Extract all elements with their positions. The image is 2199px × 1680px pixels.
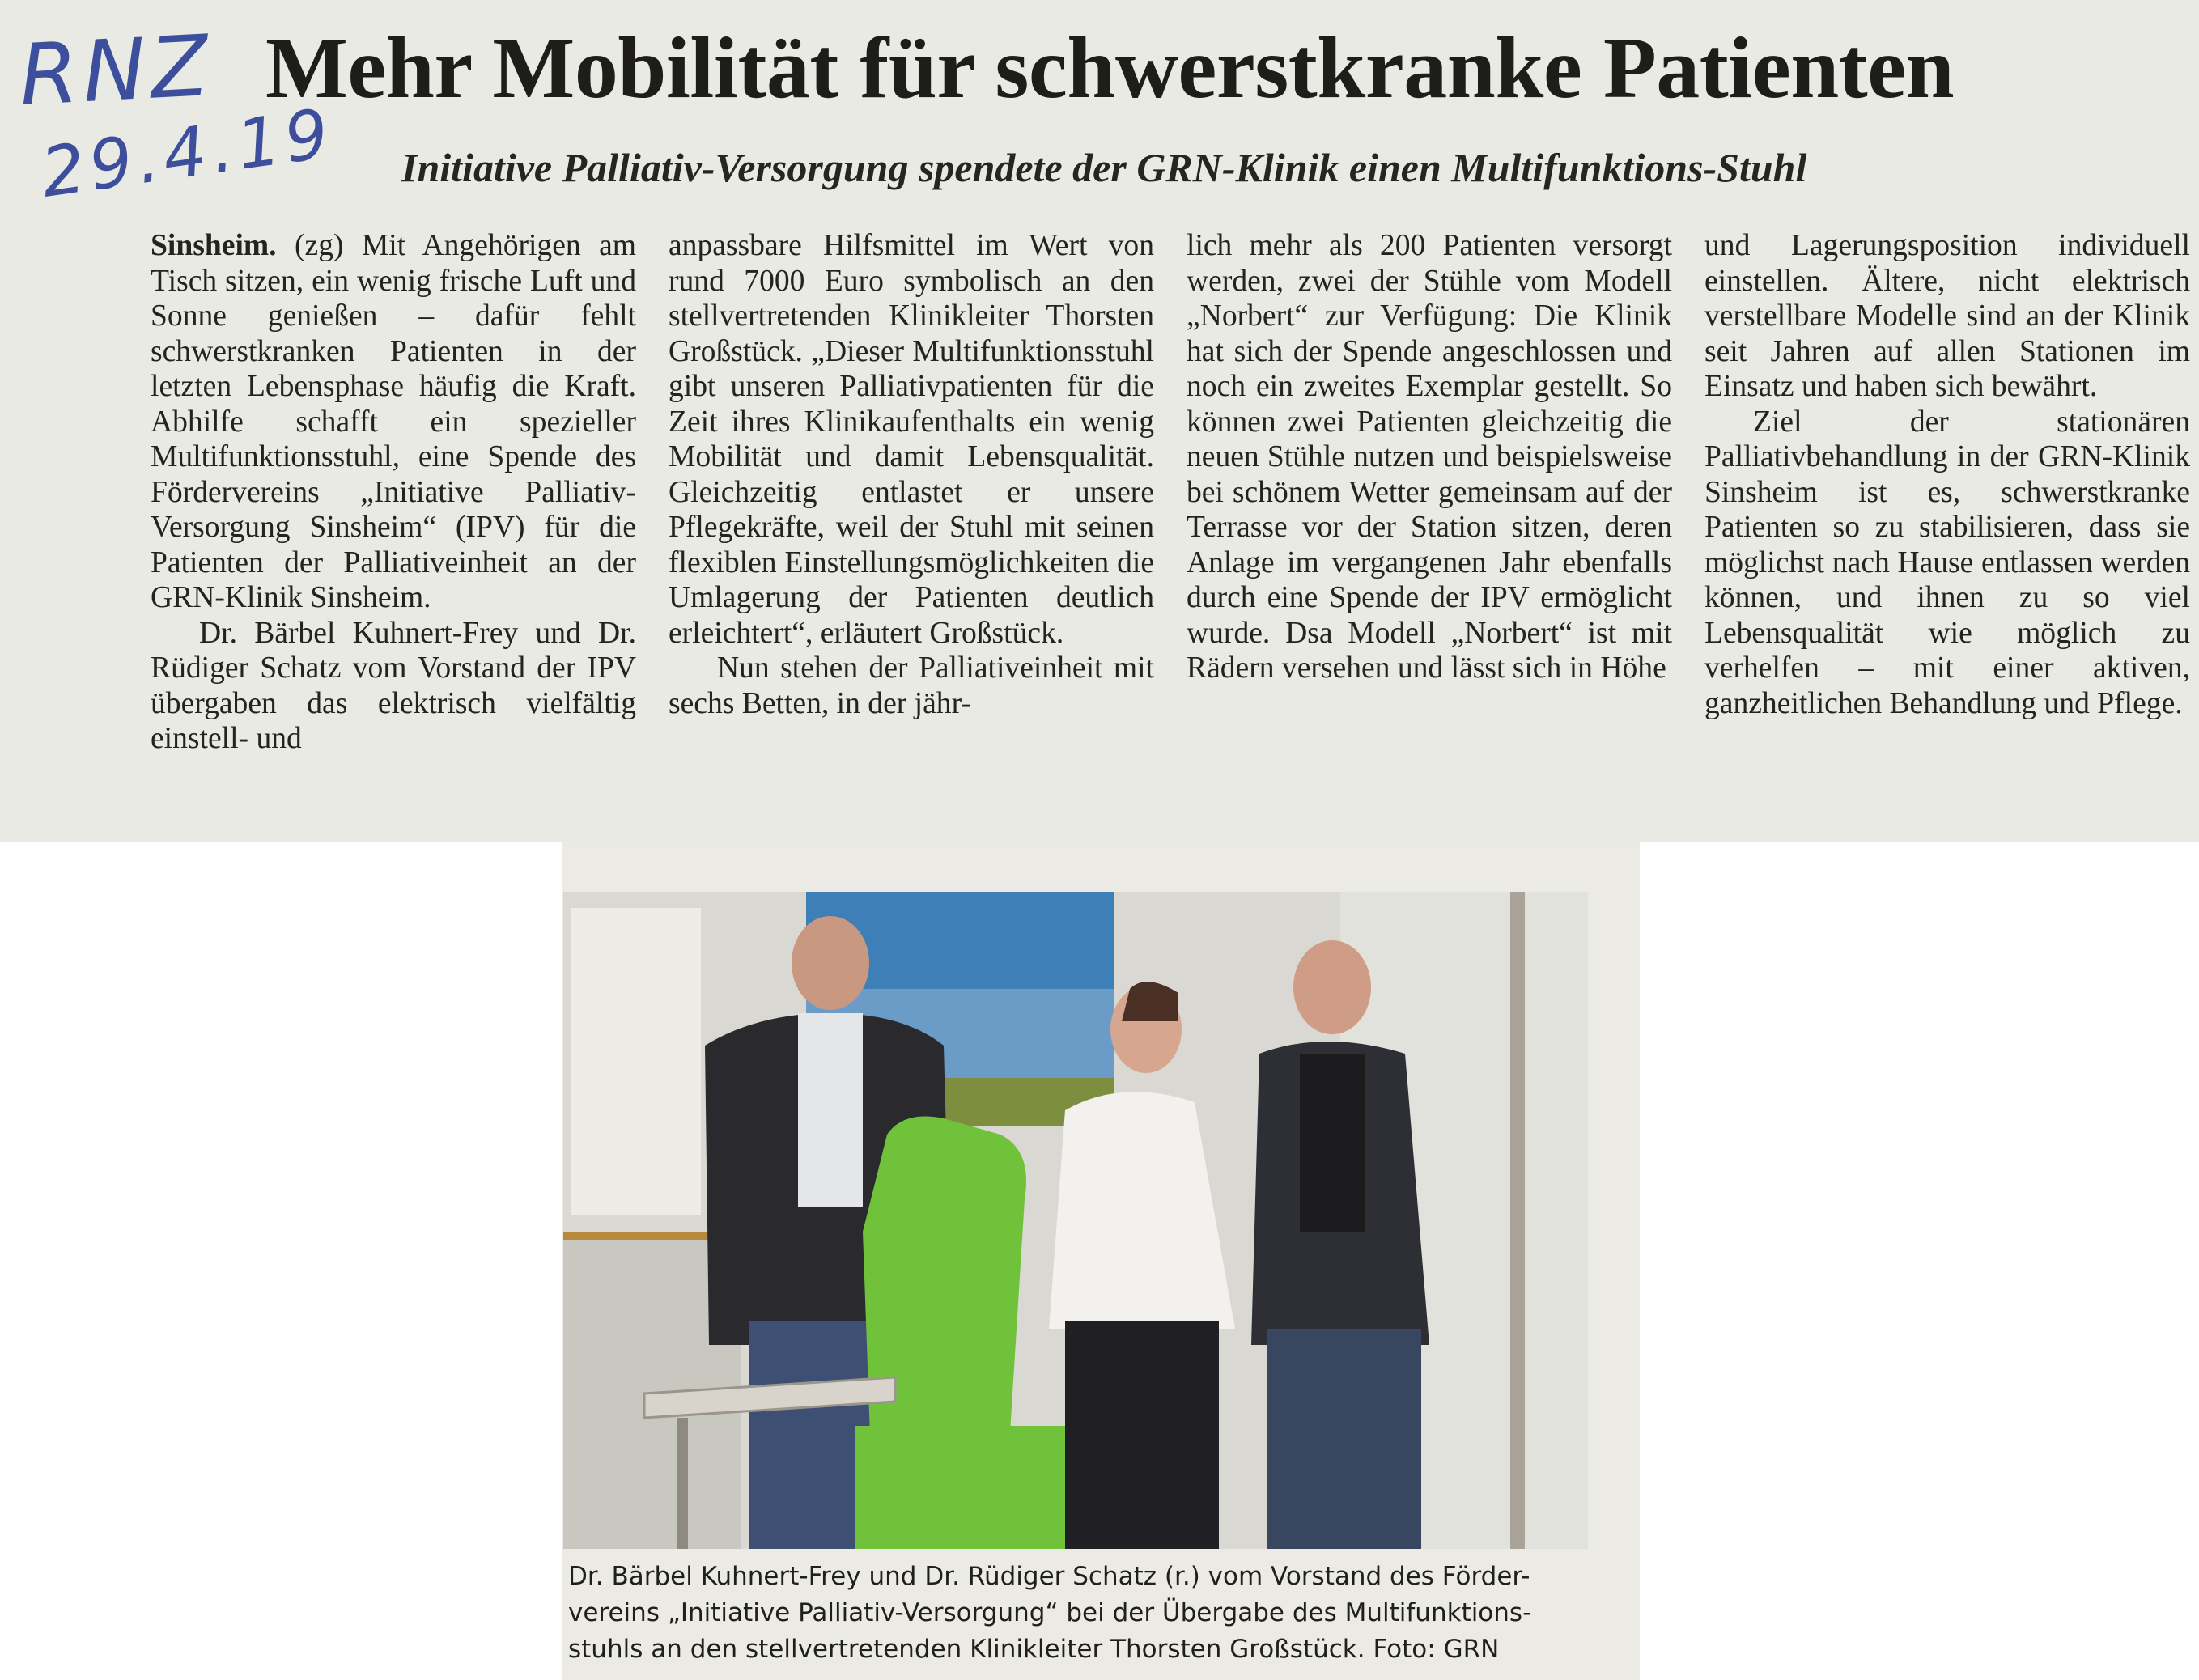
tray-leg (677, 1418, 688, 1549)
handwritten-date-note: 29.4.19 (36, 93, 338, 213)
caption-line: Dr. Bärbel Kuhnert-Frey und Dr. Rüdiger Schatz (r.) vom Vorstand des Förder- (568, 1562, 1530, 1591)
article-column-4 (1704, 228, 2190, 811)
article-paragraph: lich mehr als 200 Patienten versorgt werden, zwei der Stühle vom Modell „Norbert“ zur Verfügung: Die Klinik hat sich der Spende angeschlossen und noch ein zweites Exemplar gestellt. So können zwei Patienten gleichzeitig die neuen Stühle nutzen und beispielsweise bei schönem Wetter gemeinsam auf der Terrasse vor der Station sitzen, deren Anlage im vergangenen Jahr ebenfalls durch eine Spende der IPV ermöglicht wurde. Dsa Modell „Norbert“ ist mit Rädern versehen und lässt sich in Höhe (1187, 229, 1672, 685)
paragraph-text: (zg) Mit Angehörigen am Tisch sitzen, ein wenig frische Luft und Sonne genießen – dafür fehlt schwerstkranken Patienten in der letzten Lebensphase häufig die Kraft. Abhilfe schafft ein spezieller Multifunktionsstuhl, eine Spende des Fördervereins „Initiative Palliativ-Versorgung Sinsheim“ (IPV) für die Patienten der Palliativeinheit an der GRN-Klinik Sinsheim. (151, 229, 636, 614)
article-paragraph: anpassbare Hilfsmittel im Wert von rund 7000 Euro symbolisch an den stellvertretenden Klinikleiter Thorsten Großstück. „Dieser Multifunktionsstuhl gibt unseren Palliativpatienten für die Zeit ihres Klinikaufenthalts ein wenig Mobilität und damit Lebensqualität. Gleichzeitig entlastet er unsere Pflegekräfte, weil der Stuhl mit seinen flexiblen Einstellungsmöglichkeiten die Umlagerung der Patienten deutlich erleichtert“, erläutert Großstück. (669, 229, 1154, 650)
article-photo (563, 892, 1588, 1549)
article-paragraph: Nun stehen der Palliativeinheit mit sechs Betten, in der jähr- (669, 651, 1154, 720)
photo-illustration (563, 892, 1588, 1549)
person-right-head (1293, 940, 1371, 1034)
article-column-3 (1187, 228, 1672, 811)
person-right-jeans (1267, 1329, 1421, 1549)
caption-line: vereins „Initiative Palliativ-Versorgung“ bei der Übergabe des Multifunktions- (568, 1598, 1532, 1627)
person-middle-trousers (1065, 1321, 1219, 1549)
person-left-jeans (749, 1321, 871, 1549)
handwritten-source-note: RNZ (16, 15, 216, 125)
dateline: Sinsheim. (151, 229, 277, 262)
green-chair-seat (855, 1426, 1065, 1549)
article-subheadline: Initiative Palliativ-Versorgung spendete der GRN-Klinik einen Multifunktions-Stuhl (401, 145, 1807, 190)
window (571, 908, 701, 1215)
person-right-sweater (1300, 1054, 1365, 1232)
caption-line: stuhls an den stellvertretenden Klinikleiter Thorsten Großstück. Foto: GRN (568, 1635, 1500, 1664)
article-paragraph: und Lagerungsposition individuell einstellen. Ältere, nicht elektrisch verstellbare Modelle sind an der Klinik seit Jahren auf allen Stationen im Einsatz und haben sich bewährt. (1704, 229, 2190, 403)
door-frame (1510, 892, 1525, 1549)
person-left-head (792, 916, 869, 1010)
photo-caption (568, 1559, 1637, 1668)
article-paragraph: Ziel der stationären Palliativbehandlung in der GRN-Klinik Sinsheim ist es, schwerstkranke Patienten so zu stabilisieren, dass sie möglichst nach Hause entlassen werden können, und ihnen zu so viel Lebensqualität wie möglich zu verhelfen – mit einer aktiven, ganzheitlichen Behandlung und Pflege. (1704, 405, 2190, 720)
article-paragraph: Dr. Bärbel Kuhnert-Frey und Dr. Rüdiger Schatz vom Vorstand der IPV übergaben das elektrisch vielfältig einstell- und (151, 616, 636, 755)
article-paragraph (151, 228, 636, 616)
article-column-1 (151, 228, 636, 811)
article-body (151, 228, 2190, 811)
person-left-shirt (798, 1013, 863, 1207)
article-headline: Mehr Mobilität für schwerstkranke Patienten (265, 20, 1955, 117)
article-column-2 (669, 228, 1154, 811)
green-chair-back (863, 1117, 1026, 1459)
